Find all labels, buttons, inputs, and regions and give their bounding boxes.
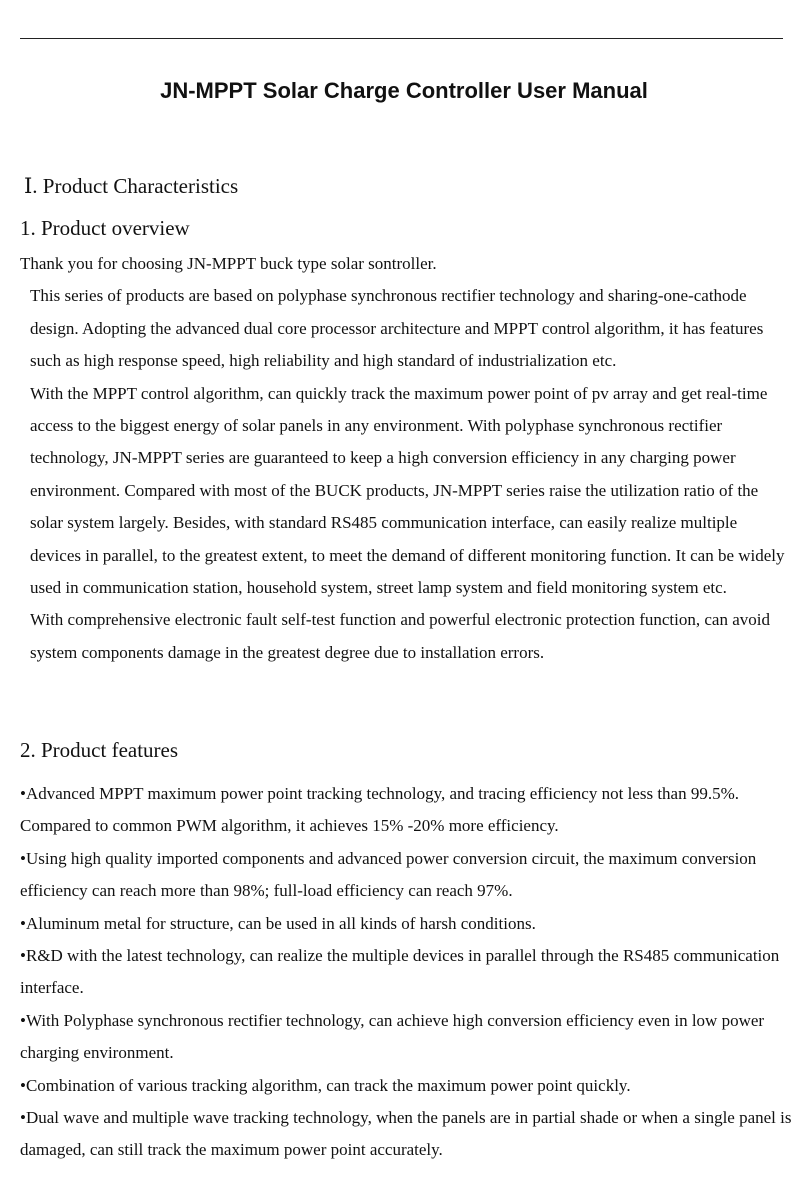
feature-item-text: Aluminum metal for structure, can be used in all kinds of harsh conditions. [25, 913, 536, 933]
feature-item-text: Dual wave and multiple wave tracking technology, when the panels are in partial shade or when a single panel is damaged, can still track the maximum power point accurately. [20, 1108, 792, 1160]
feature-item [20, 908, 792, 940]
subheading-product-features: 2. Product features [20, 738, 179, 762]
subheading-product-overview: 1. Product overview [20, 216, 190, 240]
feature-item [20, 1070, 792, 1102]
feature-item [20, 1102, 792, 1167]
feature-item-text: Combination of various tracking algorithm, can track the maximum power point quickly. [25, 1075, 631, 1095]
section-heading-product-characteristics: Ⅰ. Product Characteristics [24, 174, 239, 198]
overview-paragraph: This series of products are based on polyphase synchronous rectifier technology and sharing-one-cathode design. Adopting the advanced dual core processor architecture and MPPT control algorithm, it has features such as high response speed, high reliability and high standard of industrialization etc. [30, 286, 764, 371]
overview-body [20, 248, 792, 669]
feature-item [20, 778, 792, 843]
feature-item-text: R&D with the latest technology, can realize the multiple devices in parallel through the RS485 communication interface. [20, 946, 780, 998]
features-list [20, 778, 792, 1167]
overview-paragraph: With comprehensive electronic fault self-test function and powerful electronic protection function, can avoid system components damage in the greatest degree due to installation errors. [30, 610, 770, 662]
overview-paragraph: Thank you for choosing JN-MPPT buck type solar sontroller. [20, 254, 437, 273]
header-rule [20, 38, 783, 39]
feature-item-text: Using high quality imported components and advanced power conversion circuit, the maximum conversion efficiency can reach more than 98%; full-load efficiency can reach 97%. [20, 848, 757, 901]
feature-item-text: Advanced MPPT maximum power point tracking technology, and tracing efficiency not less than 99.5%. Compared to common PWM algorithm, it achieves 15% -20% more efficiency. [20, 784, 740, 836]
overview-paragraph: With the MPPT control algorithm, can quickly track the maximum power point of pv array and get real-time access to the biggest energy of solar panels in any environment. With polyphase synchronous rectifier technology, JN-MPPT series are guaranteed to keep a high conversion efficiency in any charging power environment. Compared with most of the BUCK products, JN-MPPT series raise the utilization ratio of the solar system largely. Besides, with standard RS485 communication interface, can easily realize multiple devices in parallel, to the greatest extent, to meet the demand of different monitoring function. It can be widely used in communication station, household system, street lamp system and field monitoring system etc. [30, 383, 785, 598]
feature-item [20, 843, 792, 908]
feature-item-text: With Polyphase synchronous rectifier technology, can achieve high conversion efficiency even in low power charging environment. [20, 1010, 765, 1063]
document-title: JN-MPPT Solar Charge Controller User Manual [160, 78, 648, 103]
feature-item [20, 1005, 792, 1070]
feature-item [20, 940, 792, 1005]
